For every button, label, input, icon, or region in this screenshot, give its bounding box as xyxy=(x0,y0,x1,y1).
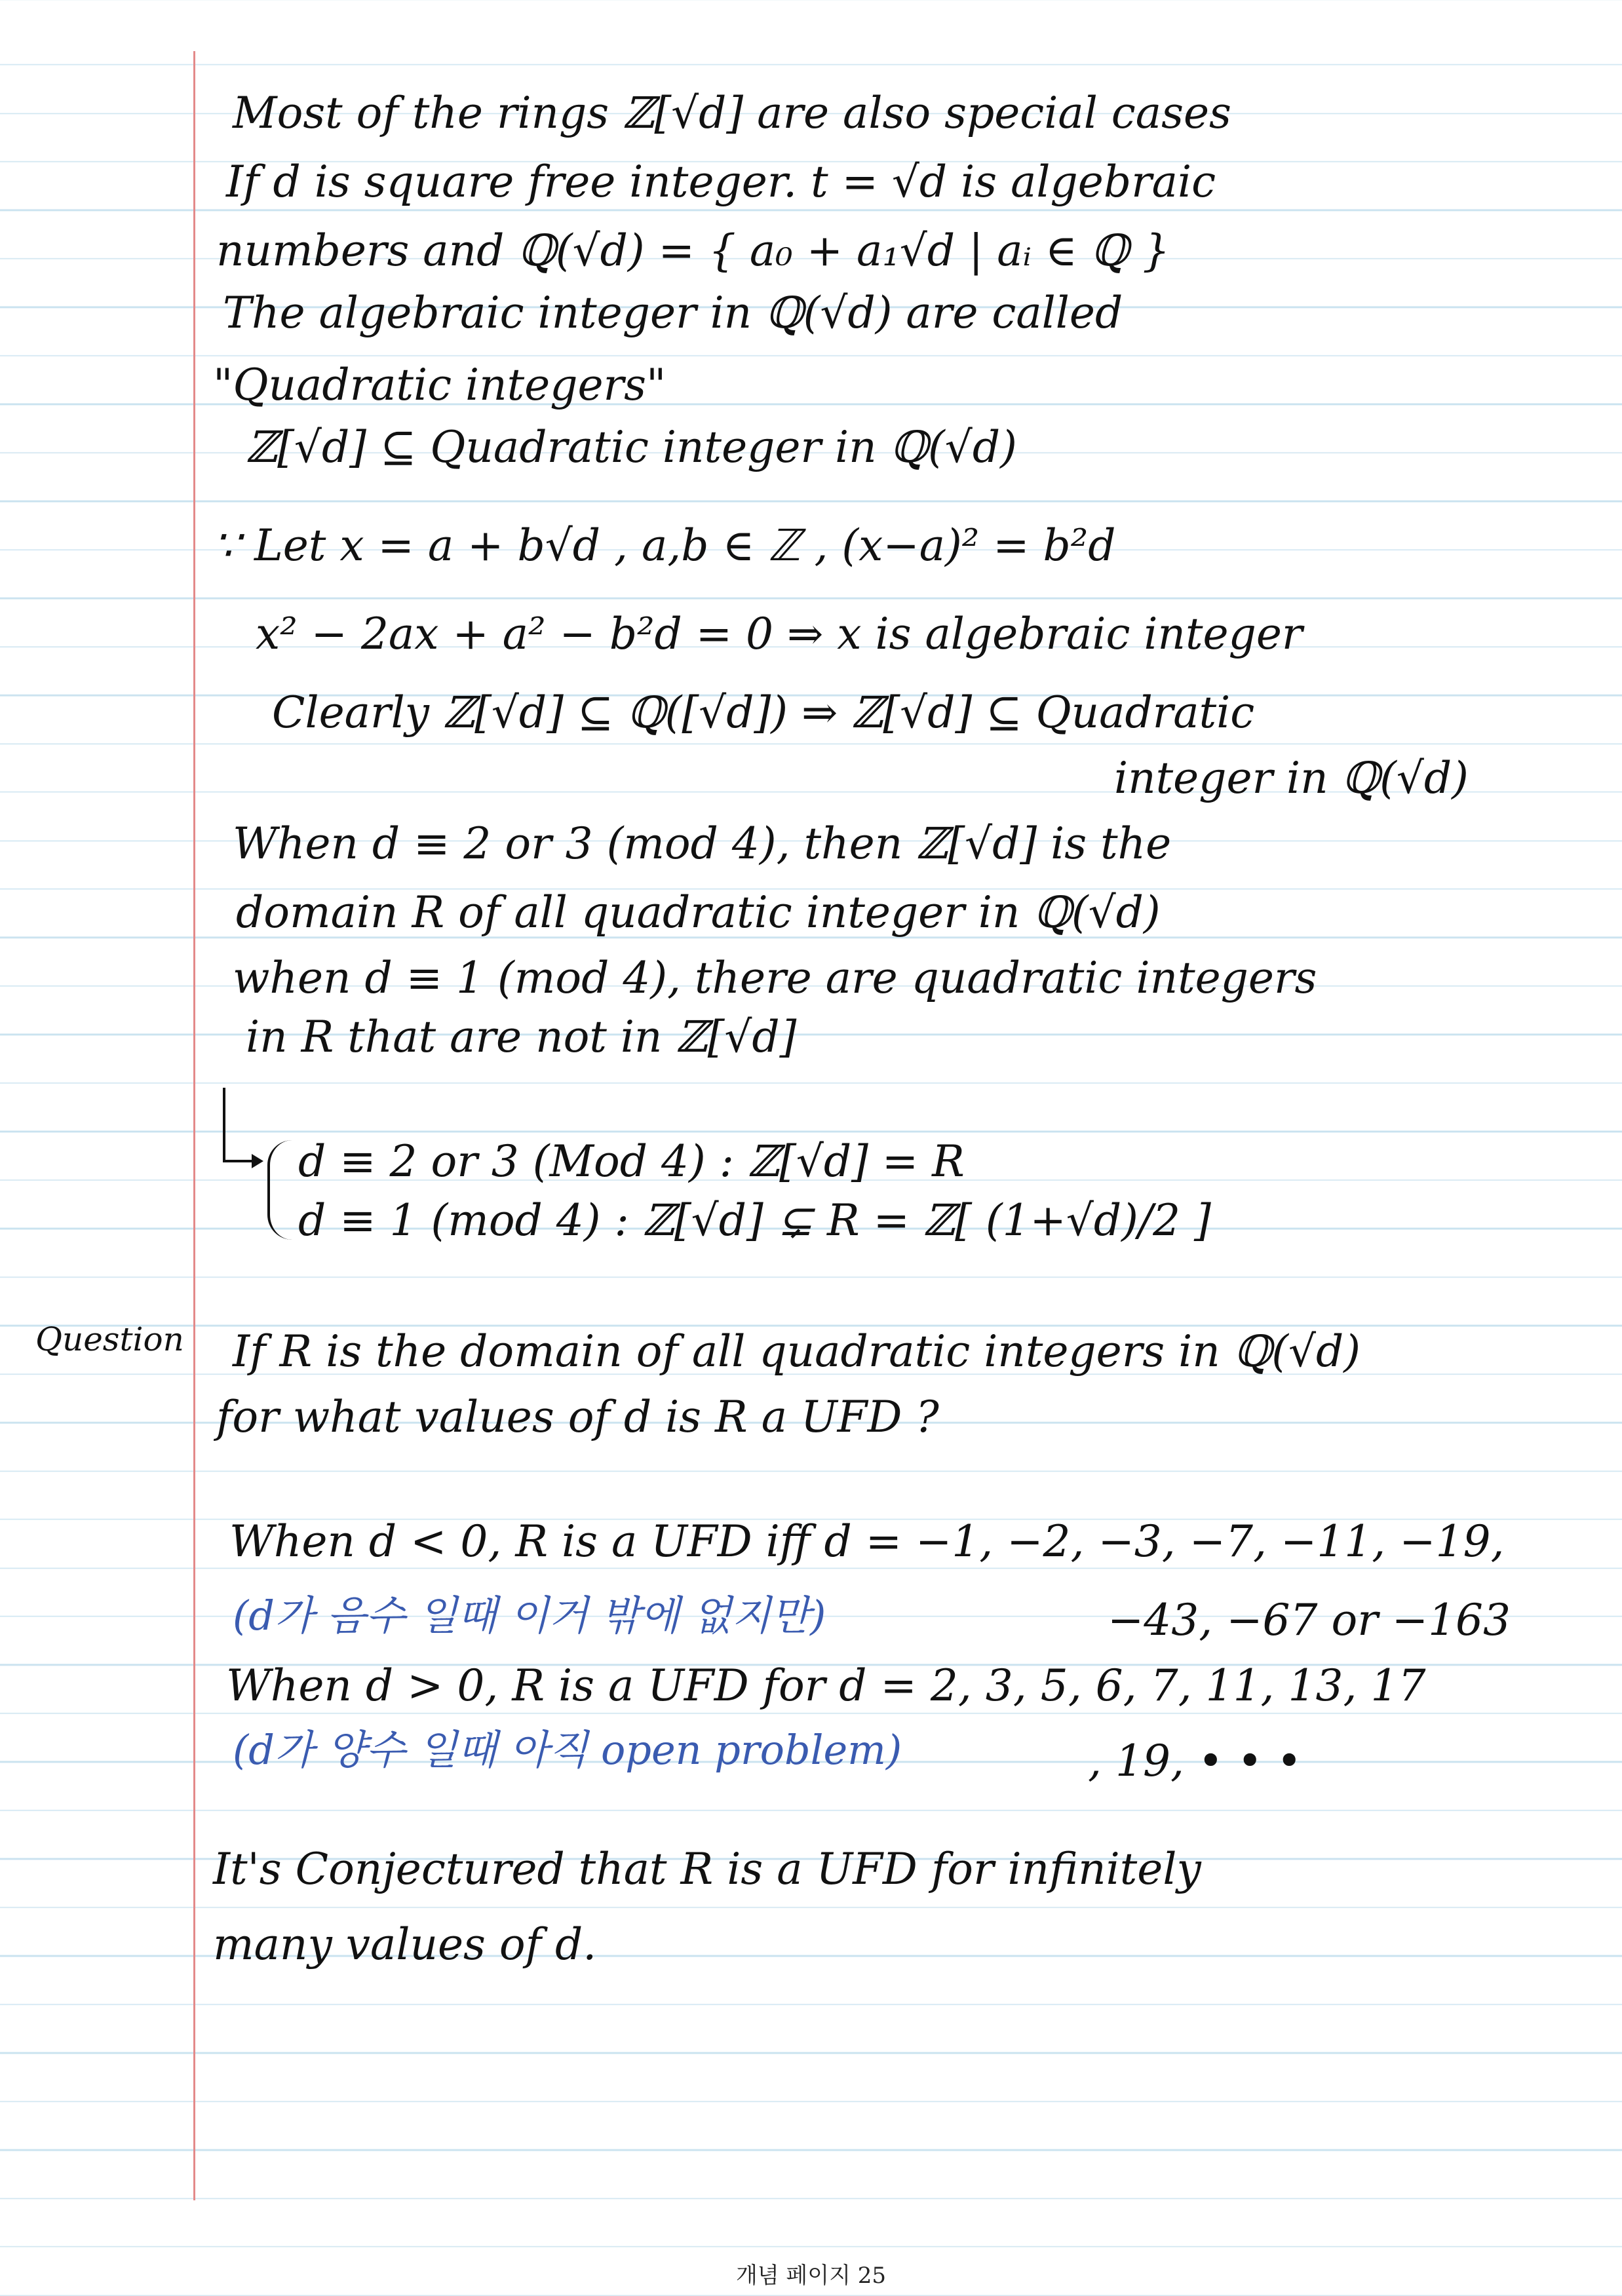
case-line-2: d ≡ 1 (mod 4) : ℤ[√d] ⊊ R = ℤ[ (1+√d)/2 ] xyxy=(298,1195,1211,1246)
answer-line-4: , 19, • • • xyxy=(1088,1736,1302,1786)
arrow-shaft xyxy=(223,1160,254,1162)
note-line-2: If d is square free integer. t = √d is algebraic xyxy=(226,157,1216,207)
margin-line xyxy=(193,51,195,2200)
note-line-12: domain R of all quadratic integer in ℚ(√d) xyxy=(236,887,1161,938)
arrow-stem xyxy=(223,1088,225,1161)
conjecture-line-2: many values of d. xyxy=(213,1919,597,1970)
note-line-13: when d ≡ 1 (mod 4), there are quadratic integers xyxy=(233,953,1317,1003)
note-line-11: When d ≡ 2 or 3 (mod 4), then ℤ[√d] is the xyxy=(233,818,1172,869)
question-line-2: for what values of d is R a UFD ? xyxy=(216,1392,939,1442)
note-line-8: x² − 2ax + a² − b²d = 0 ⇒ x is algebraic integer xyxy=(256,609,1303,659)
left-brace xyxy=(267,1140,292,1240)
answer-note-1: (d가 음수 일때 이거 밖에 없지만) xyxy=(233,1592,826,1639)
note-line-5: "Quadratic integers" xyxy=(213,360,666,410)
answer-line-2: −43, −67 or −163 xyxy=(1108,1595,1511,1645)
note-line-3: numbers and ℚ(√d) = { a₀ + a₁√d | aᵢ ∈ ℚ } xyxy=(216,225,1170,276)
answer-line-3: When d > 0, R is a UFD for d = 2, 3, 5, 6, 7, 11, 13, 17 xyxy=(226,1660,1426,1711)
question-line-1: If R is the domain of all quadratic integers in ℚ(√d) xyxy=(233,1326,1361,1377)
note-line-14: in R that are not in ℤ[√d] xyxy=(246,1012,797,1062)
page-footer: 개념 페이지 25 xyxy=(735,2263,887,2289)
note-line-9: Clearly ℤ[√d] ⊆ ℚ([√d]) ⇒ ℤ[√d] ⊆ Quadratic xyxy=(272,687,1255,738)
note-line-4: The algebraic integer in ℚ(√d) are called xyxy=(223,288,1123,338)
note-line-6: ℤ[√d] ⊆ Quadratic integer in ℚ(√d) xyxy=(246,422,1017,472)
conjecture-line-1: It's Conjectured that R is a UFD for infinitely xyxy=(213,1844,1201,1894)
note-line-7: ∵ Let x = a + b√d , a,b ∈ ℤ , (x−a)² = b²d xyxy=(213,520,1116,571)
note-line-10: integer in ℚ(√d) xyxy=(1114,753,1469,803)
answer-note-2: (d가 양수 일때 아직 open problem) xyxy=(233,1726,902,1774)
question-label: Question xyxy=(35,1320,184,1358)
case-line-1: d ≡ 2 or 3 (Mod 4) : ℤ[√d] = R xyxy=(298,1136,965,1187)
arrow-head-icon xyxy=(252,1154,263,1168)
answer-line-1: When d < 0, R is a UFD iff d = −1, −2, −3, −7, −11, −19, xyxy=(229,1516,1505,1567)
note-line-1: Most of the rings ℤ[√d] are also special cases xyxy=(233,88,1231,138)
